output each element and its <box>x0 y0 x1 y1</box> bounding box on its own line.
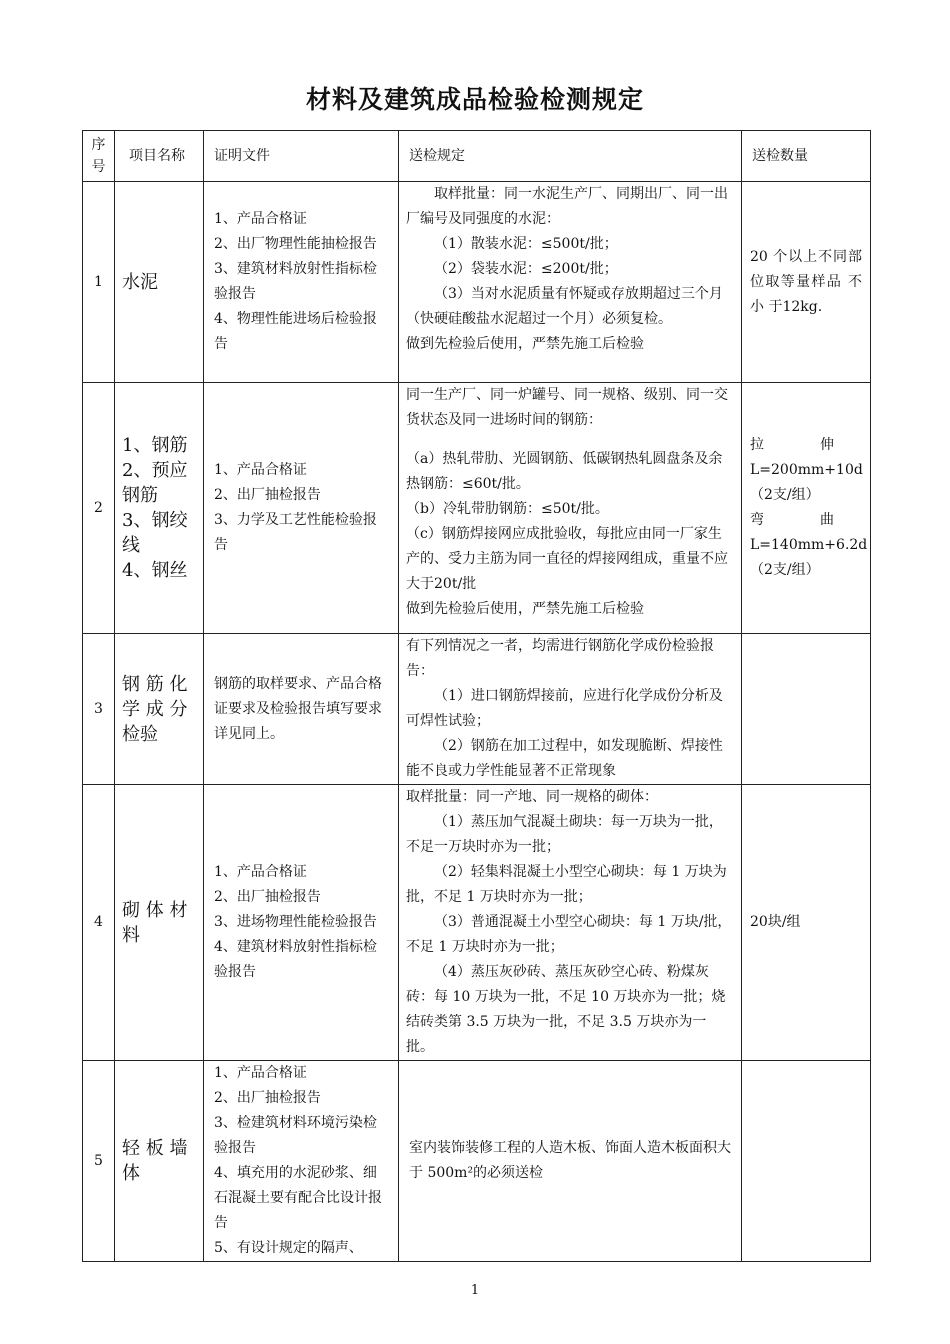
table-header-row <box>83 131 871 182</box>
page-number: 1 <box>470 1283 480 1298</box>
row-docs: 1、产品合格证 2、出厂物理性能抽检报告 3、建筑材料放射性指标检验报告 4、物理性能进场后检验报告 <box>204 182 399 383</box>
table-row <box>83 182 871 383</box>
row-qty <box>742 1061 871 1262</box>
row-qty <box>742 634 871 785</box>
header-rules: 送检规定 <box>399 131 742 182</box>
row-item: 水泥 <box>115 182 204 383</box>
row-item: 钢 筋 化 学 成 分 检验 <box>115 634 204 785</box>
row-rules: 取样批量：同一水泥生产厂、同期出厂、同一出厂编号及同强度的水泥： （1）散装水泥：≤500t/批； （2）袋装水泥：≤200t/批； （3）当对水泥质量有怀疑或存放期超过三个月（快硬硅酸盐水泥超过一个月）必须复检。 做到先检验后使用，严禁先施工后检验 <box>399 182 742 383</box>
row-rules: 取样批量：同一产地、同一规格的砌体： （1）蒸压加气混凝土砌块：每一万块为一批，不足一万块时亦为一批； （2）轻集料混凝土小型空心砌块：每 1 万块为批，不足 1 万块时亦为一批； （3）普通混凝土小型空心砌块：每 1 万块/批，不足 1 万块时亦为一批； （4）蒸压灰砂砖、蒸压灰砂空心砖、粉煤灰砖：每 10 万块为一批，不足 10 万块亦为一批；烧结砖类第 3.5 万块为一批，不足 3.5 万块亦为一批。 <box>399 785 742 1061</box>
row-item: 1、钢筋 2、预应钢筋 3、钢绞线 4、钢丝 <box>115 383 204 634</box>
row-docs: 1、产品合格证 2、出厂抽检报告 3、检建筑材料环境污染检验报告 4、填充用的水泥砂浆、细石混凝土要有配合比设计报告 5、有设计规定的隔声、 <box>204 1061 399 1262</box>
page-title: 材料及建筑成品检验检测规定 <box>305 85 644 114</box>
row-rules: 同一生产厂、同一炉罐号、同一规格、级别、同一交货状态及同一进场时间的钢筋： （a）热轧带肋、光圆钢筋、低碳钢热轧圆盘条及余热钢筋：≤60t/批。 （b）冷轧带肋钢筋：≤50t/批。 （c）钢筋焊接网应成批验收，每批应由同一厂家生产的、受力主筋为同一直径的焊接网组成，重量不应大于20t/批 做到先检验后使用，严禁先施工后检验 <box>399 383 742 634</box>
header-docs: 证明文件 <box>204 131 399 182</box>
header-item: 项目名称 <box>115 131 204 182</box>
table-row <box>83 383 871 634</box>
table-row <box>83 1061 871 1262</box>
header-qty: 送检数量 <box>742 131 871 182</box>
row-seq: 5 <box>83 1061 115 1262</box>
row-docs: 1、产品合格证 2、出厂抽检报告 3、力学及工艺性能检验报告 <box>204 383 399 634</box>
row-rules: 室内装饰装修工程的人造木板、饰面人造木板面积大于 500m²的必须送检 <box>399 1061 742 1262</box>
row-seq: 1 <box>83 182 115 383</box>
row-rules: 有下列情况之一者，均需进行钢筋化学成份检验报告： （1）进口钢筋焊接前，应进行化学成份分析及可焊性试验； （2）钢筋在加工过程中，如发现脆断、焊接性能不良或力学性能显著不正常现象 <box>399 634 742 785</box>
row-item: 轻 板 墙 体 <box>115 1061 204 1262</box>
row-seq: 3 <box>83 634 115 785</box>
row-qty: 20块/组 <box>742 785 871 1061</box>
row-qty: 拉 伸 L=200mm+10d （2支/组） 弯 曲 L=140mm+6.2d （2支/组） <box>742 383 871 634</box>
row-seq: 2 <box>83 383 115 634</box>
table-row <box>83 785 871 1061</box>
row-item: 砌 体 材 料 <box>115 785 204 1061</box>
row-qty: 20 个以上不同部位取等量样品 不 小 于12kg. <box>742 182 871 383</box>
inspection-table <box>82 130 871 1262</box>
header-seq: 序 号 <box>83 131 115 182</box>
row-docs: 钢筋的取样要求、产品合格证要求及检验报告填写要求详见同上。 <box>204 634 399 785</box>
row-docs: 1、产品合格证 2、出厂抽检报告 3、进场物理性能检验报告 4、建筑材料放射性指标检验报告 <box>204 785 399 1061</box>
table-row <box>83 634 871 785</box>
row-seq: 4 <box>83 785 115 1061</box>
